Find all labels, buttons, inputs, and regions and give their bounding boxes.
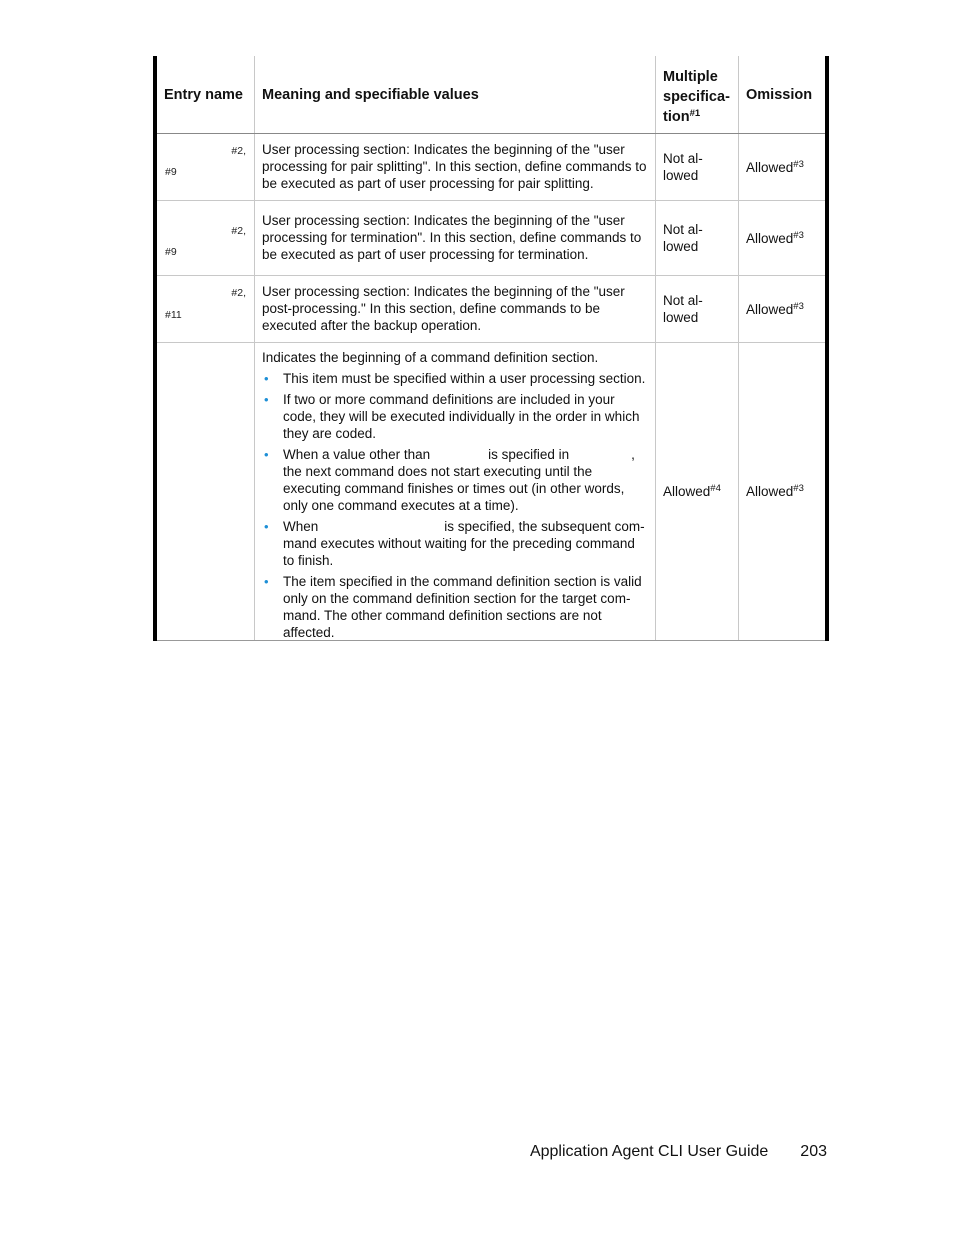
meaning-cell — [255, 343, 656, 640]
entry-name-cell: #2, #9 — [157, 134, 255, 200]
omission-cell: Allowed$^{\#3}$ — [746, 158, 804, 175]
omission-cell: Allowed$^{\#3}$ — [746, 229, 804, 246]
list-item: • If two or more command definitions are included in your code, they will be executed individually in the order in which they are coded. — [264, 392, 640, 441]
omission-cell: Allowed$^{\#3}$ — [746, 300, 804, 317]
meaning-cell: User processing section: Indicates the beginning of the "user processing for pair splitting". In this section, define commands to be executed as part of user processing for pair splitting. — [255, 134, 656, 200]
table-row — [157, 343, 825, 641]
table-row — [157, 201, 825, 276]
meaning-cell: User processing section: Indicates the beginning of the "user post-processing." In this section, define commands to be executed after the backup operation. — [255, 276, 656, 342]
list-item: • This item must be specified within a user processing section. — [264, 371, 646, 386]
bullet-icon: • — [264, 519, 269, 534]
table-row — [157, 134, 825, 201]
page-footer — [530, 1143, 827, 1161]
table-row — [157, 276, 825, 343]
multiple-cell: Not al-lowed — [656, 201, 739, 275]
entry-name-cell: #2, #9 — [157, 201, 255, 275]
list-item: • The item specified in the command definition section is valid only on the command definition section for the target com-mand. The other command definition sections are not affected. — [264, 574, 642, 640]
command-intro: Indicates the beginning of a command definition section. — [262, 350, 599, 365]
header-entry-name: Entry name — [157, 56, 255, 133]
command-bullet-list — [262, 370, 648, 641]
meaning-cell: User processing section: Indicates the beginning of the "user processing for termination". In this section, define commands to be executed as part of user processing for termination. — [255, 201, 656, 275]
bullet-icon: • — [264, 371, 269, 386]
list-item: • When a value other than is specified in , the next command does not start executing until the executing command finishes or times out (in other words, only one command executes at a time). — [264, 447, 635, 513]
entry-name-cell: #2, #11 — [157, 276, 255, 342]
header-omission: Omission — [746, 87, 813, 103]
multiple-cell: Allowed$^{\#4}$ — [656, 343, 739, 640]
footer-title: Application Agent CLI User Guide — [529, 1143, 769, 1160]
entry-name-cell — [157, 343, 255, 640]
bullet-icon: • — [264, 447, 269, 462]
header-multiple: Multiple specifica- tion$^{\#1}$ — [656, 56, 739, 133]
bullet-icon: • — [264, 574, 269, 589]
bullet-icon: • — [264, 392, 269, 407]
omission-cell: Allowed$^{\#3}$ — [746, 483, 804, 499]
list-item: • When is specified, the subsequent com-mand executes without waiting for the preceding command to finish. — [264, 519, 645, 568]
table-header-row — [157, 56, 825, 134]
header-meaning: Meaning and specifiable values — [255, 56, 656, 133]
page-number: 203 — [800, 1143, 827, 1160]
multiple-cell: Not al-lowed — [656, 276, 739, 342]
definition-table — [153, 56, 829, 641]
multiple-cell: Not al-lowed — [656, 134, 739, 200]
